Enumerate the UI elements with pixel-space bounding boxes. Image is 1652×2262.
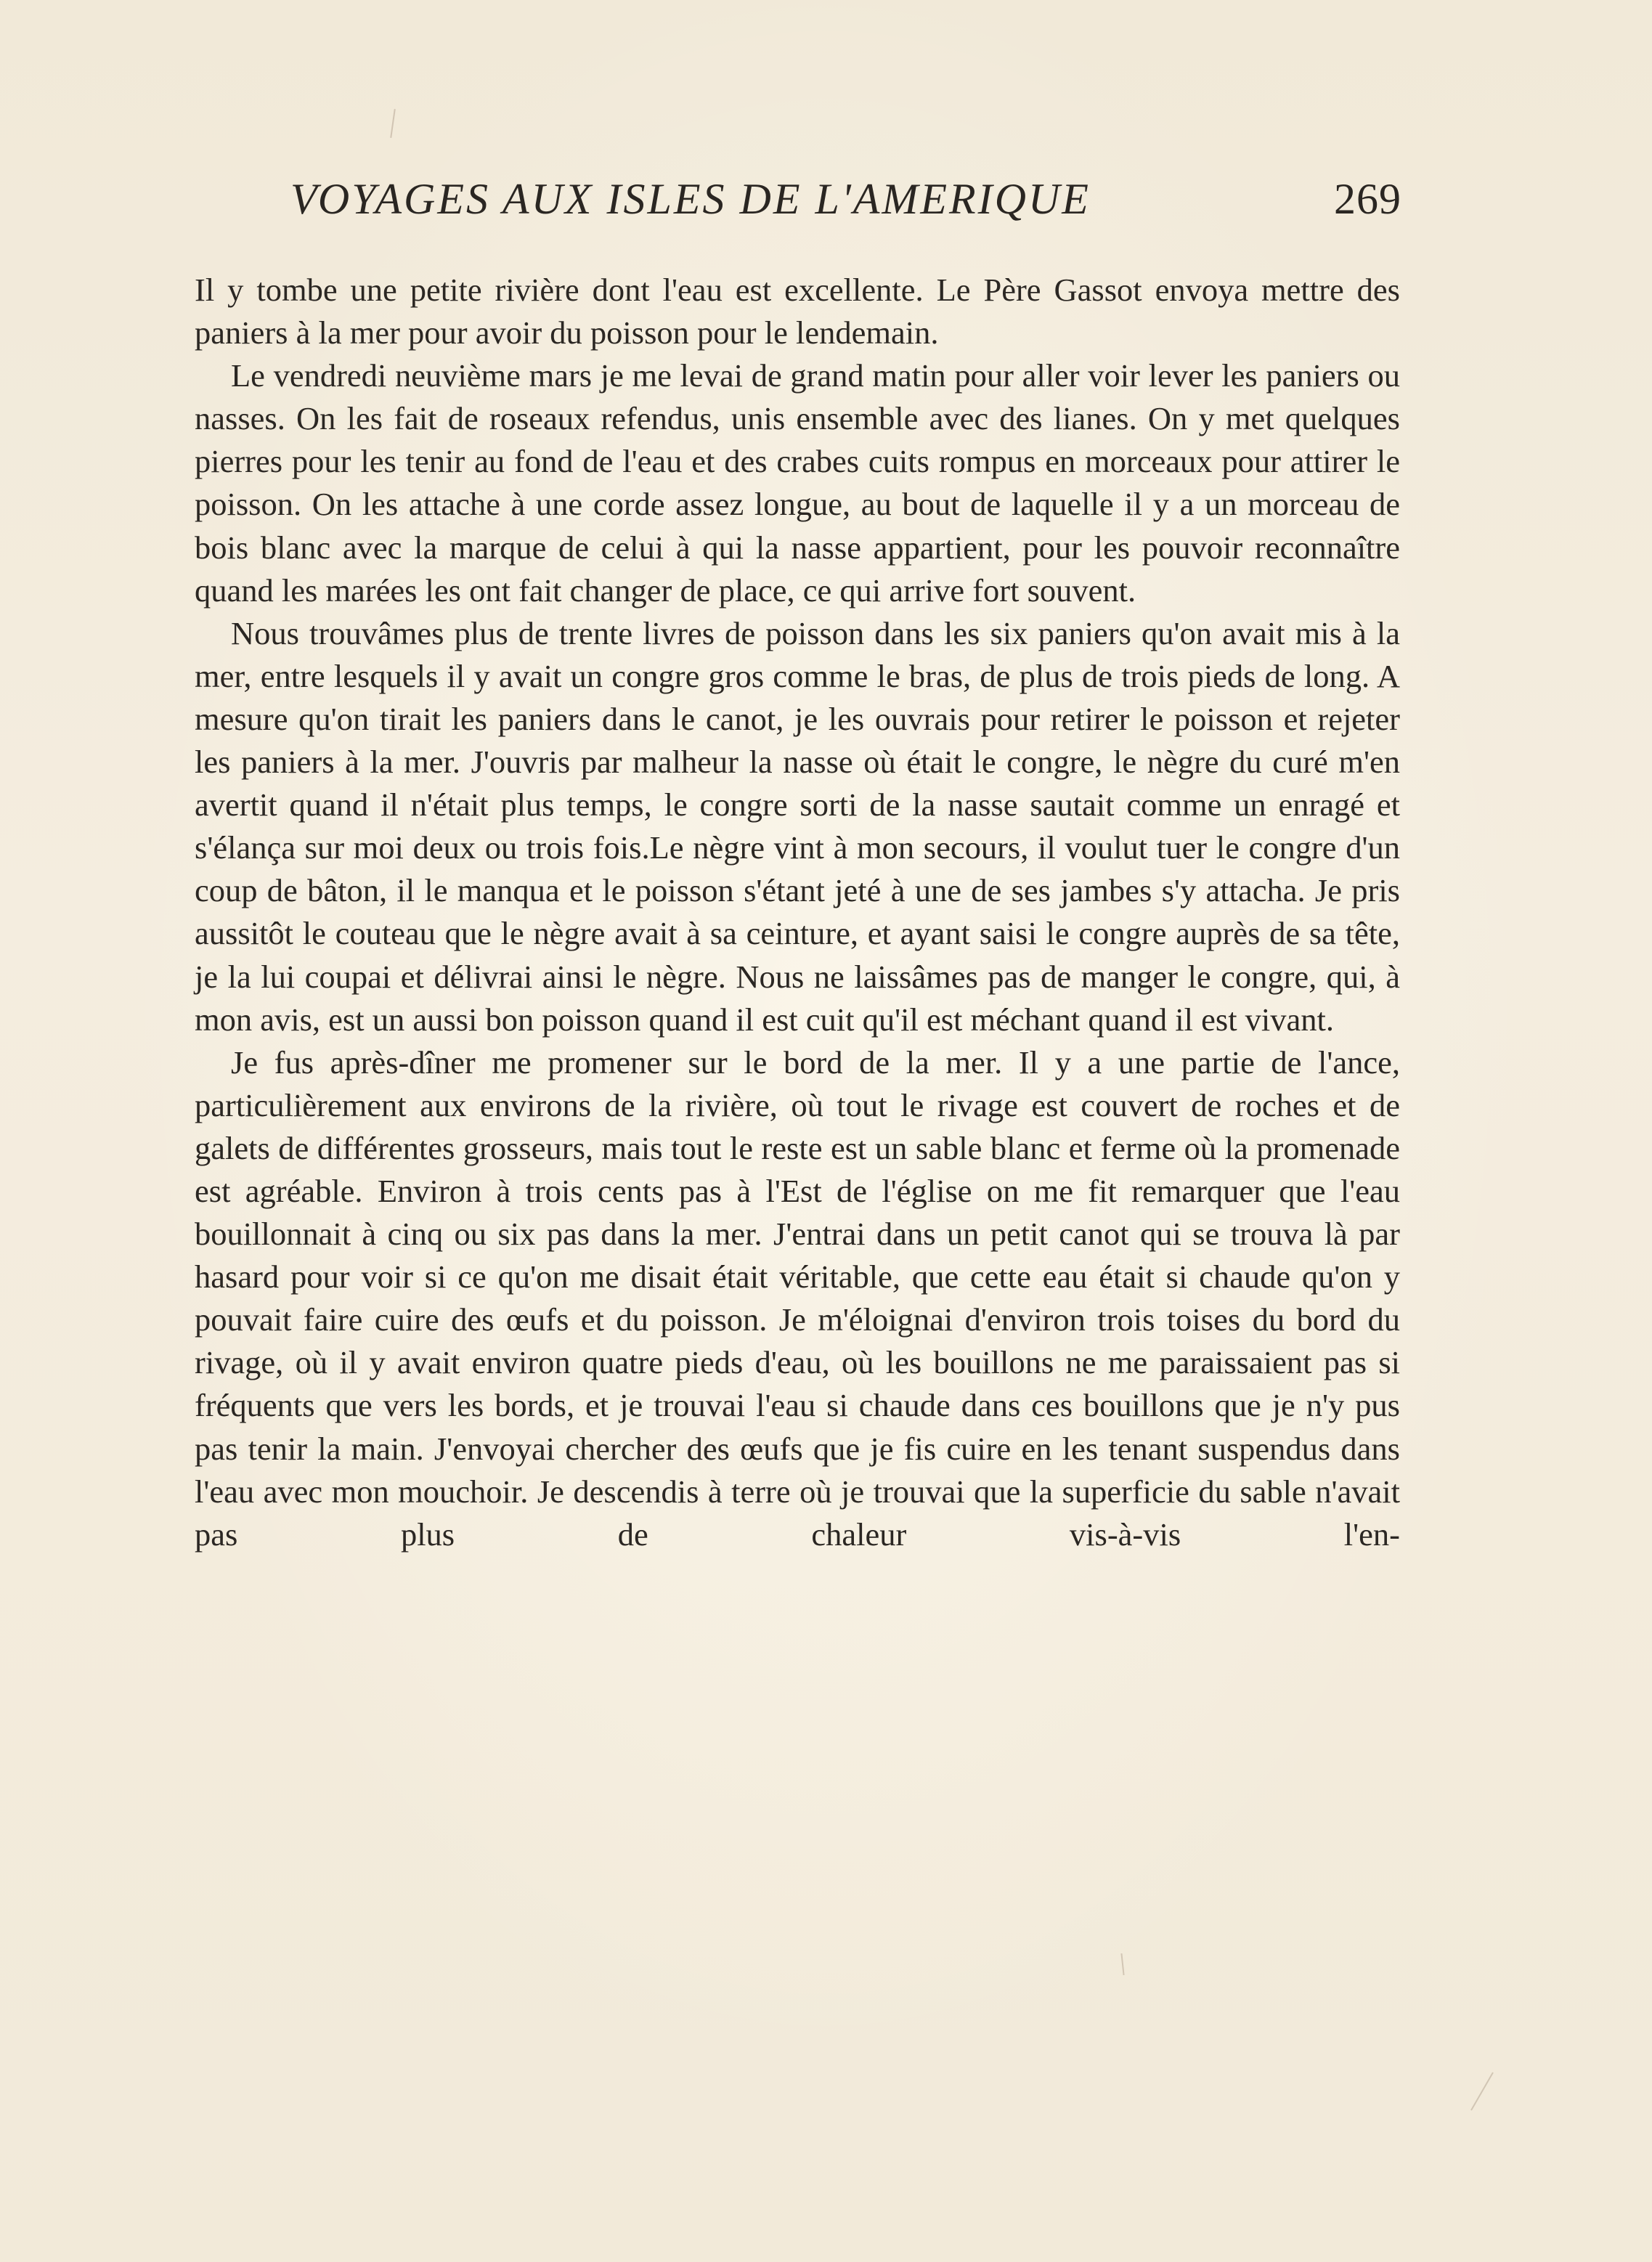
paragraph: Je fus après-dîner me promener sur le bord de la mer. Il y a une partie de l'ance, particulièrement aux environs de la rivière, où tout le rivage est couvert de roches et de galets de différentes grosseurs, mais tout le reste est un sable blanc et ferme où la promenade est agréable. Environ à trois cents pas à l'Est de l'église on me fit remarquer que l'eau bouillonnait à cinq ou six pas dans la mer. J'entrai dans un petit canot qui se trouva là par hasard pour voir si ce qu'on me disait était véritable, que cette eau était si chaude qu'on y pouvait faire cuire des œufs et du poisson. Je m'éloignai d'environ trois toises du bord du rivage, où il y avait environ quatre pieds d'eau, où les bouillons ne me paraissaient pas si fréquents que vers les bords, et je trouvai l'eau si chaude dans ces bouillons que je n'y pus pas tenir la main. J'envoyai chercher des œufs que je fis cuire en les tenant suspendus dans l'eau avec mon mouchoir. Je descendis à terre où je trouvai que la superficie du sable n'avait pas plus de chaleur vis-à-vis l'en- — [195, 1043, 1400, 1553]
running-title: VOYAGES AUX ISLES DE L'AMERIQUE — [290, 175, 1091, 223]
page-number: 269 — [1334, 175, 1401, 223]
page-header — [195, 163, 1401, 232]
paragraph: Nous trouvâmes plus de trente livres de poisson dans les six paniers qu'on avait mis à la mer, entre lesquels il y avait un congre gros comme le bras, de plus de trois pieds de long. A mesure qu'on tirait les paniers dans le canot, je les ouvrais pour retirer le poisson et rejeter les paniers à la mer. J'ouvris par malheur la nasse où était le congre, le nègre du curé m'en avertit quand il n'était plus temps, le congre sorti de la nasse sautait comme un enragé et s'élança sur moi deux ou trois fois.Le nègre vint à mon secours, il voulut tuer le congre d'un coup de bâton, il le manqua et le poisson s'étant jeté à une de ses jambes s'y attacha. Je pris aussitôt le couteau que le nègre avait à sa ceinture, et ayant saisi le congre auprès de sa tête, je la lui coupai et délivrai ainsi le nègre. Nous ne laissâmes pas de manger le congre, qui, à mon avis, est un aussi bon poisson quand il est cuit qu'il est méchant quand il est vivant. — [195, 614, 1400, 1038]
paper-mark — [390, 109, 396, 138]
paragraph: Le vendredi neuvième mars je me levai de grand matin pour aller voir lever les paniers ou nasses. On les fait de roseaux refendus, unis ensemble avec des lianes. On y met quelques pierres pour les tenir au fond de l'eau et des crabes cuits rompus en morceaux pour attirer le poisson. On les attache à une corde assez longue, au bout de laquelle il y a un morceau de bois blanc avec la marque de celui à qui la nasse appartient, pour les pouvoir reconnaître quand les marées les ont fait changer de place, ce qui arrive fort souvent. — [195, 357, 1400, 609]
paper-mark — [1120, 1953, 1124, 1975]
paper-mark — [1470, 2072, 1494, 2111]
body-text — [195, 269, 1400, 1556]
paragraph: Il y tombe une petite rivière dont l'eau est excellente. Le Père Gassot envoya mettre des paniers à la mer pour avoir du poisson pour le lendemain. — [195, 272, 1400, 351]
